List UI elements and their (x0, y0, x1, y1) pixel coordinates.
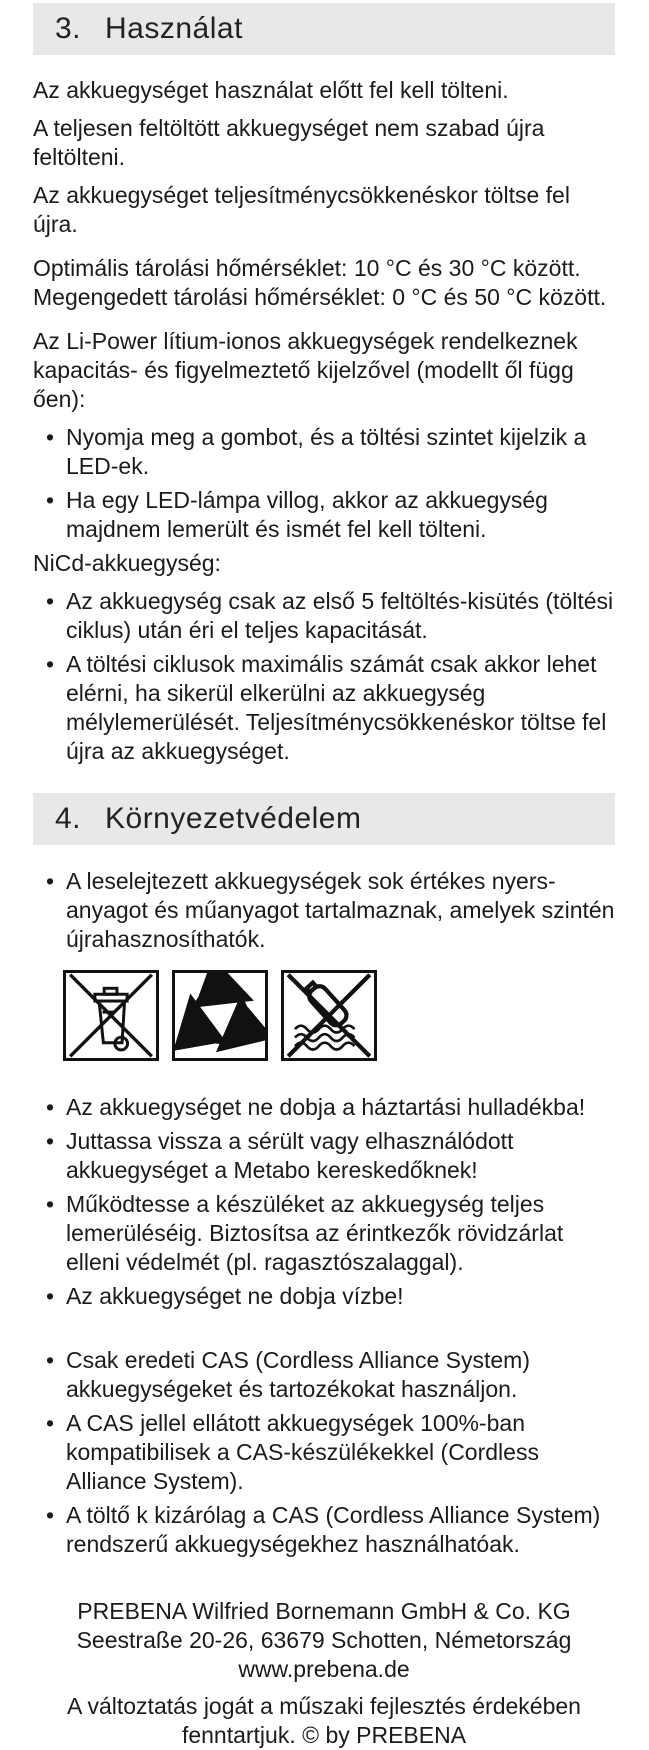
company-address: Seestraße 20-26, 63679 Schotten, Németország (76, 1627, 572, 1653)
list-item (33, 587, 615, 645)
bullet-marker: • (46, 487, 55, 513)
list-item-text: Az akkuegységet ne dobja a háztartási hulladékba! (66, 1094, 586, 1120)
manufacturer-footer (33, 1597, 615, 1684)
list-item-text: Csak eredeti CAS (Cordless Alliance System) akkuegységeket és tartozékokat használjon. (66, 1347, 530, 1402)
section-4-number: 4. (55, 802, 82, 835)
bullet-marker: • (46, 424, 55, 450)
section-4-heading (33, 793, 615, 845)
no-disposal-in-water-icon (281, 970, 377, 1061)
bullet-marker: • (46, 651, 55, 677)
paragraph: A teljesen feltöltött akkuegységet nem szabad újra feltölteni. (33, 115, 545, 170)
bullet-marker: • (46, 1128, 55, 1154)
list-item (33, 1346, 615, 1404)
list-item-text: Nyomja meg a gombot, és a töltési szintet kijelzik a LED-ek. (66, 424, 587, 479)
list-item (33, 1093, 615, 1122)
bullet-marker: • (46, 588, 55, 614)
list-item-text: A töltő k kizárólag a CAS (Cordless Alliance System) rendszerű akkuegységekhez használhatóak. (66, 1502, 601, 1557)
list-item (33, 867, 615, 954)
bullet-marker: • (46, 1094, 55, 1120)
list-item-text: Az akkuegységet ne dobja vízbe! (66, 1283, 404, 1309)
recycling-arrows-icon (172, 970, 268, 1061)
paragraph: Az akkuegységet használat előtt fel kell tölteni. (33, 77, 509, 103)
section-3-number: 3. (55, 12, 82, 45)
list-item-text: Juttassa vissza a sérült vagy elhasználódott akkuegységet a Metabo kereskedőknek! (66, 1128, 514, 1183)
list-item (33, 423, 615, 481)
list-item (33, 486, 615, 544)
disposal-pictograms (63, 970, 615, 1061)
paragraph: Az akkuegységet teljesítménycsökkenéskor töltse fel újra. (33, 182, 570, 237)
list-item (33, 1409, 615, 1496)
list-item-text: A CAS jellel ellátott akkuegységek 100%-ban kompatibilisek a CAS-készülékekkel (Cordless Alliance System). (66, 1410, 539, 1494)
bullet-marker: • (46, 1191, 55, 1217)
bullet-marker: • (46, 1283, 55, 1309)
company-name: PREBENA Wilfried Bornemann GmbH & Co. KG (77, 1598, 571, 1624)
paragraph: Az Li-Power lítium-ionos akkuegységek rendelkeznek kapacitás- és figyelmeztető kijelzővel (modellt ől függ ően): (33, 328, 578, 412)
bullet-marker: • (46, 868, 55, 894)
change-notice: A változtatás jogát a műszaki fejlesztés érdekében fenntartjuk. © by PREBENA (67, 1693, 581, 1748)
section-3-body (33, 76, 615, 766)
list-item-text: A töltési ciklusok maximális számát csak akkor lehet elérni, ha sikerül elkerülni az akkuegység mélylemerülését. Teljesítménycsökkenéskor töltse fel újra az akkuegységet. (66, 651, 607, 764)
list-item (33, 1282, 615, 1311)
list-item-text: Az akkuegység csak az első 5 feltöltés-kisütés (töltési ciklus) után éri el teljes kapacitását. (66, 588, 614, 643)
bullet-marker: • (46, 1347, 55, 1373)
list-item-text: A leselejtezett akkuegységek sok értékes nyers-anyagot és műanyagot tartalmaznak, amelyek szintén újrahasznosíthatók. (66, 868, 615, 952)
section-3-heading (33, 3, 615, 55)
section-4-body (33, 867, 615, 1559)
company-website: www.prebena.de (238, 1656, 410, 1682)
crossed-out-wheelie-bin-icon (63, 970, 159, 1061)
list-item (33, 1501, 615, 1559)
section-4-title: Környezetvédelem (105, 802, 362, 835)
bullet-marker: • (46, 1502, 55, 1528)
nicd-label: NiCd-akkuegység: (33, 550, 221, 576)
list-item (33, 650, 615, 766)
vertical-gap (33, 1316, 615, 1346)
list-item-text: Működtesse a készüléket az akkuegység teljes lemerüléséig. Biztosítsa az érintkezők rövidzárlat elleni védelmét (pl. ragasztószalaggal). (66, 1191, 564, 1275)
section-3-title: Használat (105, 12, 243, 45)
list-item (33, 1190, 615, 1277)
list-item (33, 1127, 615, 1185)
bullet-marker: • (46, 1410, 55, 1436)
list-item-text: Ha egy LED-lámpa villog, akkor az akkuegység majdnem lemerült és ismét fel kell tölteni. (66, 487, 548, 542)
paragraph: Optimális tárolási hőmérséklet: 10 °C és 30 °C között. Megengedett tárolási hőmérséklet: 0 °C és 50 °C között. (33, 255, 607, 310)
